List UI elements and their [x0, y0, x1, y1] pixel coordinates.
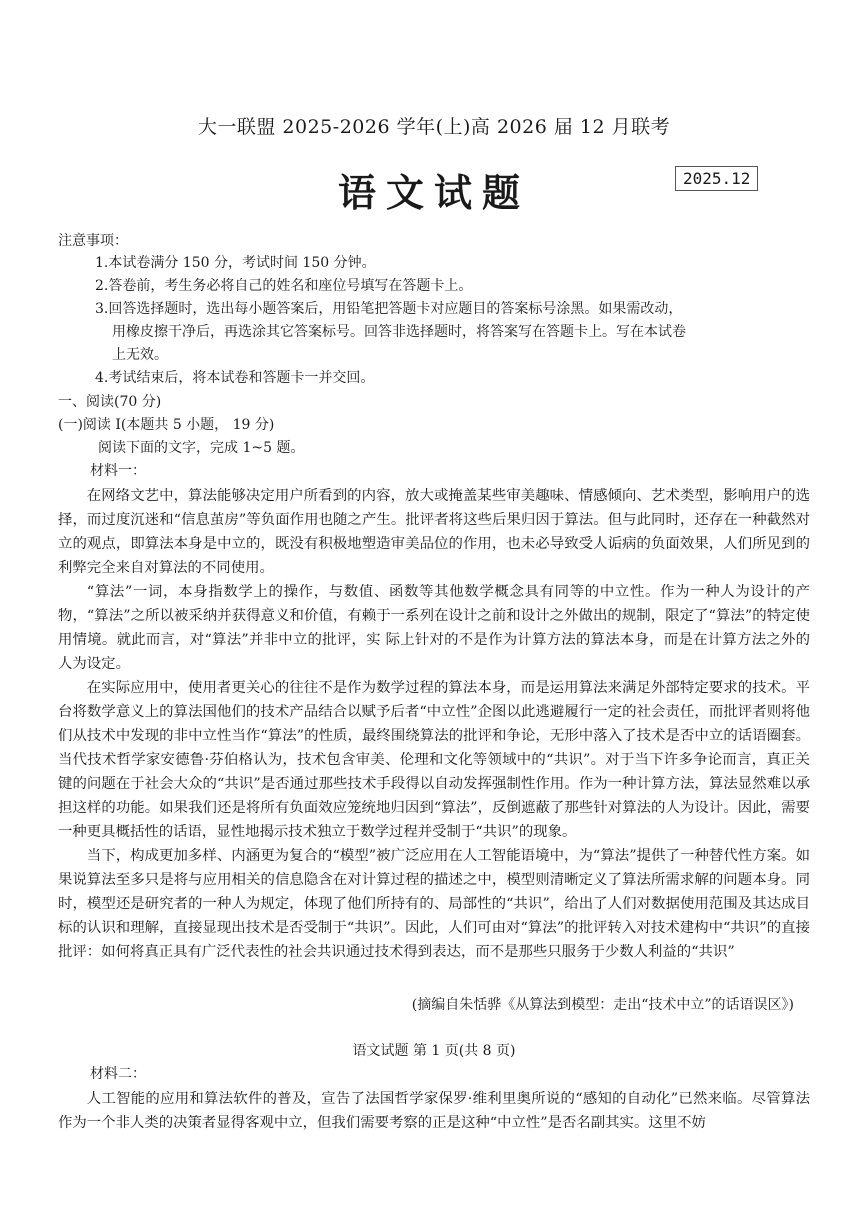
notice-item: 用橡皮擦干净后，再选涂其它答案标号。回答非选择题时，将答案写在答题卡上。写在本试卷	[112, 324, 686, 340]
title-row	[0, 162, 868, 218]
section-heading: 一、阅读(70 分)	[58, 394, 162, 410]
citation: (摘编自朱恬骅《从算法到模型：走出“技术中立”的话语误区》)	[411, 997, 794, 1013]
notice-item: 3.回答选择题时，选出每小题答案后，用铅笔把答题卡对应题目的答案标号涂黑。如果需改动，	[95, 301, 683, 317]
exam-title: 大一联盟 2025-2026 学年(上)高 2026 届 12 月联考	[197, 116, 671, 138]
notice-heading: 注意事项：	[58, 233, 128, 249]
paragraph: 当下，构成更加多样、内涵更为复合的“模型”被广泛应用在人工智能语境中，为“算法”提供了一种替代性方案。如果说算法至多只是将与应用相关的信息隐含在对计算过程的描述之中，模型则清晰定义了算法所需求解的问题本身。同时，模型还是研究者的一种人为规定，体现了他们所持有的、局部性的“共识”，给出了人们对数据使用范围及其达成目标的认识和理解，直接显现出技术是否受制于“共识”。因此，人们可由对“算法”的批评转入对技术建构中“共识”的直接批评：如何将真正具有广泛代表性的社会共识通过技术得到表达，而不是那些只服务于少数人利益的“共识”	[58, 848, 810, 960]
material-label: 材料二：	[90, 1066, 146, 1082]
notice-item: 2.答卷前，考生务必将自己的姓名和座位号填写在答题卡上。	[95, 278, 473, 294]
paragraph: 在实际应用中，使用者更关心的往往不是作为数学过程的算法本身，而是运用算法来满足外部特定要求的技术。平台将数学意义上的算法国他们的技术产品结合以赋予后者“中立性”企图以此逃避履行一定的社会责任，而批评者则将他们从技术中发现的非中立性当作“算法”的性质，最终围绕算法的批评和争论，无形中落入了技术是否中立的话语圈套。当代技术哲学家安德鲁·芬伯格认为，技术包含审美、伦理和文化等领域中的“共识”。对于当下许多争论而言，真正关键的问题在于社会大众的“共识”是否通过那些技术手段得以自动发挥强制性作用。作为一种计算方法，算法显然难以承担这样的功能。如果我们还是将所有负面效应笼统地归因到“算法”，反倒遮蔽了那些针对算法的人为设计。因此，需要一种更具概括性的话语，显性地揭示技术独立于数学过程并受制于“共识”的现象。	[58, 680, 810, 840]
paragraph: 在网络文艺中，算法能够决定用户所看到的内容，放大或掩盖某些审美趣味、情感倾向、艺术类型，影响用户的选择，而过度沉迷和“信息茧房”等负面作用也随之产生。批评者将这些后果归因于算法。但与此同时，还存在一种截然对立的观点，即算法本身是中立的，既没有积极地塑造审美品位的作用，也未必导致受人诟病的负面效果，人们所见到的利弊完全来自对算法的不同使用。	[58, 488, 810, 576]
notice-list	[95, 252, 815, 390]
material1-body	[58, 484, 810, 964]
date-badge: 2025.12	[675, 166, 758, 191]
notice-item: 4.考试结束后，将本试卷和答题卡一并交回。	[95, 370, 375, 386]
page-footer: 语文试题 第 1 页(共 8 页)	[352, 1043, 516, 1059]
material2-body	[58, 1087, 810, 1135]
paragraph: “算法”一词，本身指数学上的操作，与数值、函数等其他数学概念具有同等的中立性。作为一种人为设计的产物，“算法”之所以被采纳并获得意义和价值，有赖于一系列在设计之前和设计之外做出的规制，限定了“算法”的特定使用情境。就此而言，对“算法”并非中立的批评，实 际上针对的不是作为计算方法的算法本身，而是在计算方法之外的人为设定。	[58, 584, 810, 672]
notice-item: 1.本试卷满分 150 分，考试时间 150 分钟。	[95, 255, 376, 271]
paragraph: 人工智能的应用和算法软件的普及，宣告了法国哲学家保罗·维利里奥所说的“感知的自动化”已然来临。尽管算法作为一个非人类的决策者显得客观中立，但我们需要考察的正是这种“中立性”是否名副其实。这里不妨	[58, 1091, 810, 1131]
notice-item: 上无效。	[112, 347, 168, 363]
instruction: 阅读下面的文字，完成 1~5 题。	[98, 440, 305, 456]
material-label: 材料一：	[90, 463, 146, 479]
subsection-heading: (一)阅读 I(本题共 5 小题， 19 分)	[58, 417, 275, 433]
page-title: 语文试题	[337, 170, 530, 215]
